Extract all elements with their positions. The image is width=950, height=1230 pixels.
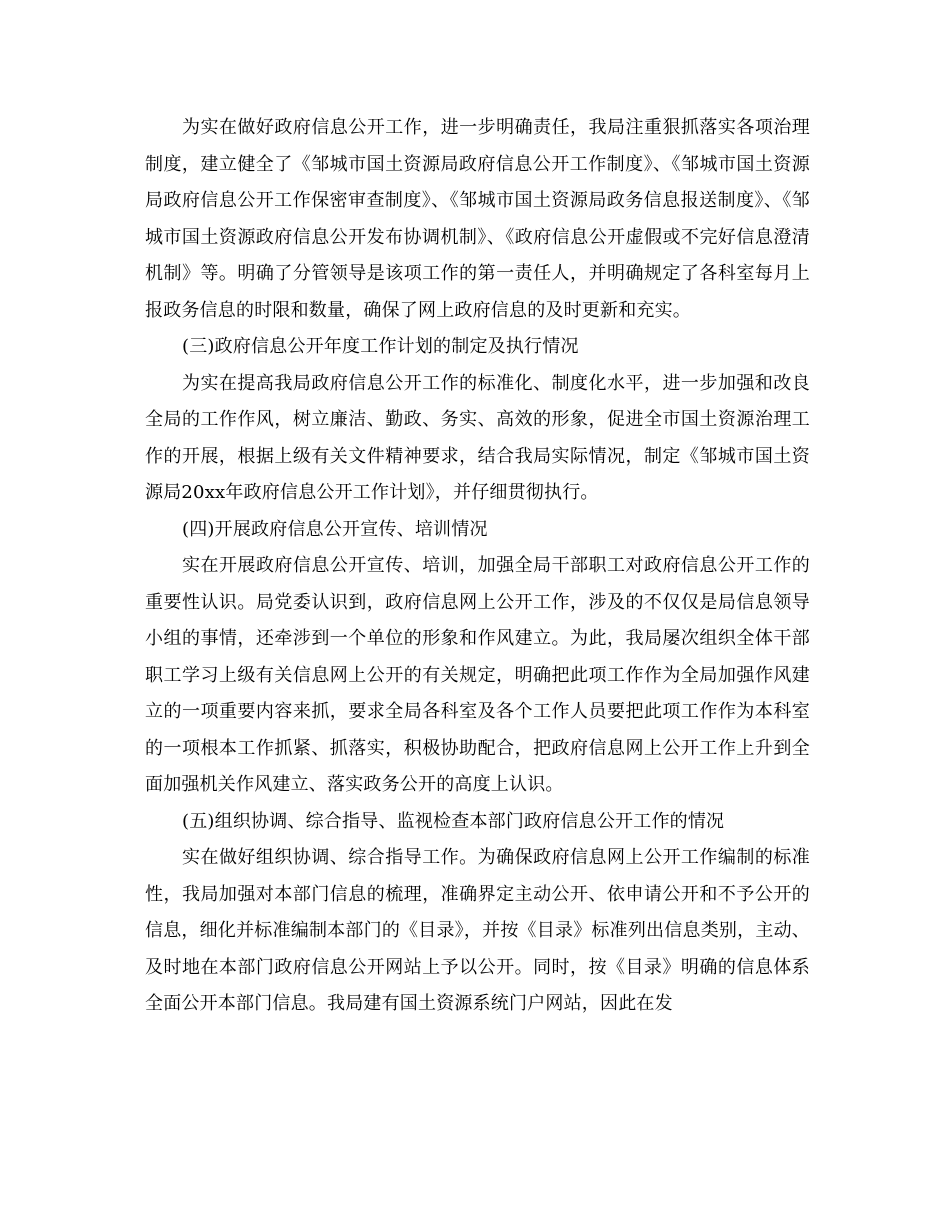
- paragraph-responsibility-system: 为实在做好政府信息公开工作，进一步明确责任，我局注重狠抓落实各项治理制度，建立健全了《邹城市国土资源局政府信息公开工作制度》、《邹城市国土资源局政府信息公开工作保密审查制度》、《邹城市国土资源局政务信息报送制度》、《邹城市国土资源政府信息公开发布协调机制》、《政府信息公开虚假或不完好信息澄清机制》等。明确了分管领导是该项工作的第一责任人，并明确规定了各科室每月上报政务信息的时限和数量，确保了网上政府信息的及时更新和充实。: [145, 117, 810, 321]
- paragraph-publicity-training: 实在开展政府信息公开宣传、培训，加强全局干部职工对政府信息公开工作的重要性认识。局党委认识到，政府信息网上公开工作，涉及的不仅仅是局信息领导小组的事情，还牵涉到一个单位的形象和作风建立。为此，我局屡次组织全体干部职工学习上级有关信息网上公开的有关规定，明确把此项工作作为全局加强作风建立的一项重要内容来抓，要求全局各科室及各个工作人员要把此项工作作为本科室的一项根本工作抓紧、抓落实，积极协助配合，把政府信息网上公开工作上升到全面加强机关作风建立、落实政务公开的高度上认识。: [145, 555, 810, 795]
- document-body: [145, 110, 810, 1023]
- section-heading-publicity-training: (四)开展政府信息公开宣传、培训情况: [182, 518, 488, 540]
- section-heading-annual-plan: (三)政府信息公开年度工作计划的制定及执行情况: [182, 336, 579, 357]
- section-heading-coordination-supervision: (五)组织协调、综合指导、监视检查本部门政府信息公开工作的情况: [182, 810, 725, 832]
- paragraph-annual-plan: 为实在提高我局政府信息公开工作的标准化、制度化水平，进一步加强和改良全局的工作作风，树立廉洁、勤政、务实、高效的形象，促进全市国土资源治理工作的开展，根据上级有关文件精神要求，结合我局实际情况，制定《邹城市国土资源局20xx年政府信息公开工作计划》，并仔细贯彻执行。: [145, 372, 810, 503]
- paragraph-coordination-supervision: 实在做好组织协调、综合指导工作。为确保政府信息网上公开工作编制的标准性，我局加强对本部门信息的梳理，准确界定主动公开、依申请公开和不予公开的信息，细化并标准编制本部门的《目录》，并按《目录》标准列出信息类别，主动、及时地在本部门政府信息公开网站上予以公开。同时，按《目录》明确的信息体系全面公开本部门信息。我局建有国土资源系统门户网站，因此在发: [145, 847, 810, 1014]
